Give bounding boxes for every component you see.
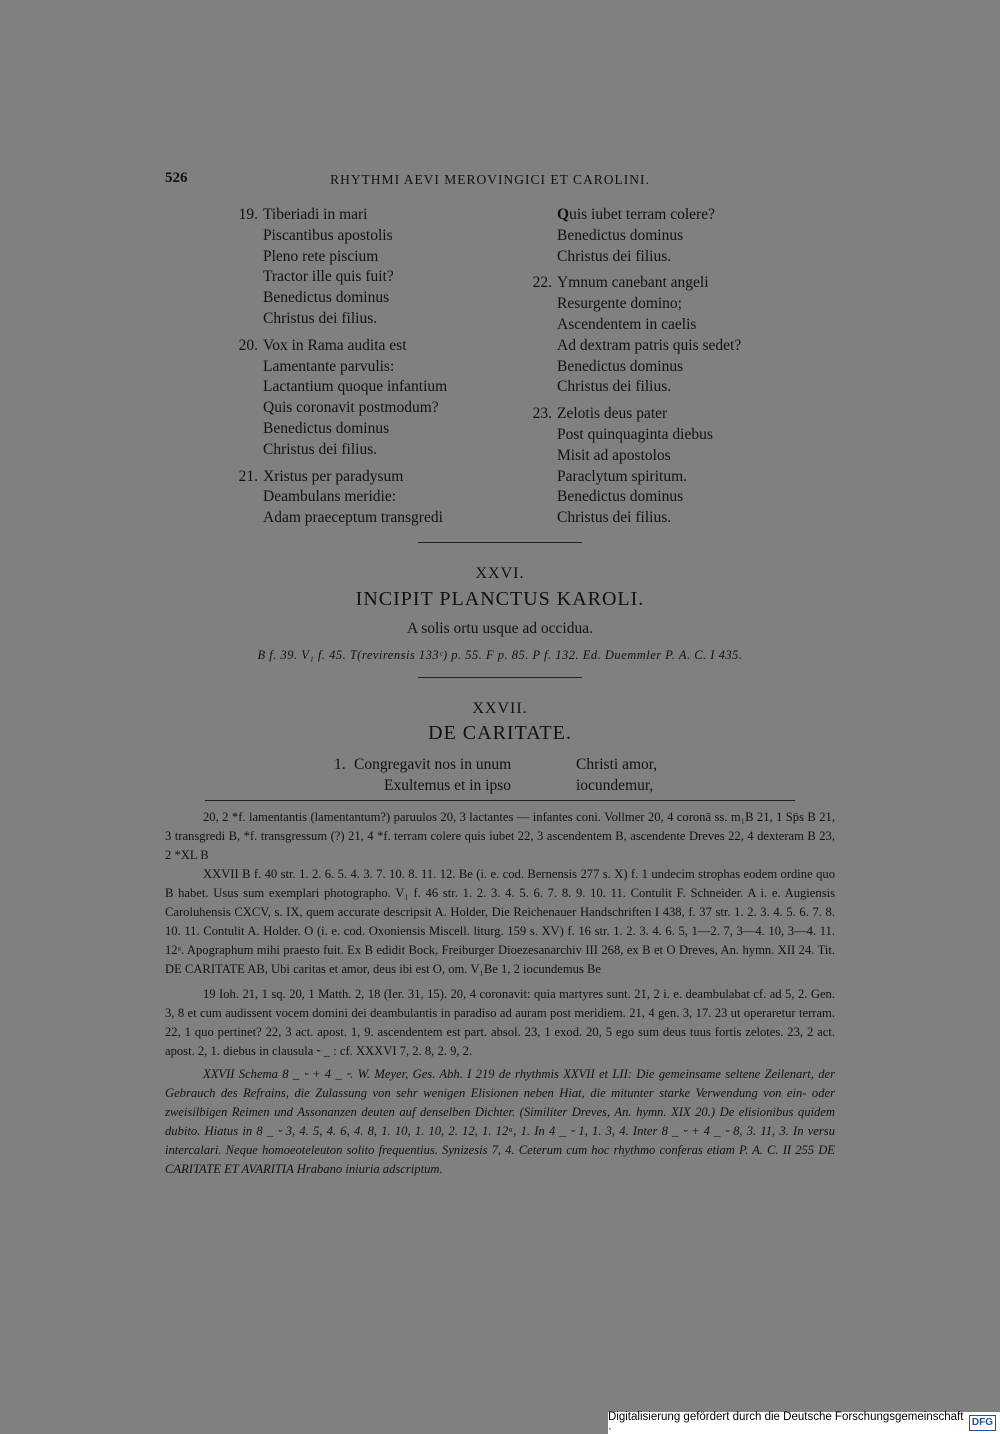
verse-line: Vox in Rama audita est bbox=[263, 336, 407, 354]
verse-line: Resurgente domino; bbox=[557, 295, 682, 313]
poem-stanza bbox=[238, 205, 523, 330]
verse-line: Benedictus dominus bbox=[263, 289, 390, 307]
verse-line: Tractor ille quis fuit? bbox=[263, 268, 394, 286]
verse-line: Quis coronavit postmodum? bbox=[263, 399, 439, 417]
verse-line: Xristus per paradysum bbox=[263, 467, 404, 485]
verse-line: Ad dextram patris quis sedet? bbox=[557, 336, 742, 354]
verse-line: Benedictus dominus bbox=[557, 357, 684, 375]
verse-line: Christus dei filius. bbox=[557, 247, 672, 265]
apparatus-note: XXVII B f. 40 str. 1. 2. 6. 5. 4. 3. 7. 10. 8. 11. 12. Be (i. e. cod. Bernensis 277 s. X) f. 1 undecim strophas eodem ordine quo B habet. Usus sum exemplari photographo. V₁ f. 46 str. 1. 2. 3. 4. 5. 6. 7. 8. 9. 10. 11. Contulit F. Schneider. A i. e. Augiensis Caroluhensis CXCV, s. IX, quem accurate descripsit A. Holder, Die Reichenauer Handschriften I 438, f. 37 str. 1. 2. 3. 4. 5. 6. 7. 8. 10. 11. Contulit A. Holder. O (i. e. cod. Oxoniensis Miscell. liturg. 159 s. XV) f. 16 str. 1. 2. 3. 4. 6. 5, 1—2. 7, 3—4. 10, 3—4. 11. 12ᵃ. Apographum mihi praesto fuit. Ex B edidit Bock, Freiburger Dioezesanarchiv III 268, ex B et O Dreves, An. hymn. XII 24. Tit. DE CARITATE AB, Ubi caritas et amor, deus ibi est O, om. V₁Be 1, 2 iocundemus Be bbox=[165, 867, 835, 976]
verse-line: Christus dei filius. bbox=[557, 509, 672, 527]
poem-stanza bbox=[334, 755, 694, 797]
verse-line: Christus dei filius. bbox=[557, 378, 672, 396]
apparatus-note: 20, 2 *f. lamentantis (lamentantum?) paruulos 20, 3 lactantes — infantes coni. Vollmer 20, 4 coronā ss. m₁B 21, 1 Sp̄s B 21, 3 transgredi B, *f. transgressum (?) 21, 4 *f. terram colere quis iubet 22, 3 ascendentem B, ascendente Dreves 22, 4 dexteram B 23, 2 *XL B bbox=[165, 810, 835, 862]
section-divider bbox=[418, 677, 582, 678]
commentary-note: XXVII Schema 8 _ ⏑ + 4 _ ⏑. W. Meyer, Ges. Abh. I 219 de rhythmis XXVII et LII: Die gemeinsame seltene Zeilenart, der Gebrauch des Refrains, die Zulassung von sehr wenigen Elisionen neben Hiat, die mitunter starke Verwendung von ein- oder zweisilbigen Reimen und Assonanzen deuten auf denselben Dichter. (Similiter Dreves, An. hymn. XIX 20.) De elisionibus quidem dubito. Hiatus in 8 _ ⏑ 3, 4. 5, 4. 6, 4. 8, 1. 10, 1. 10, 2. 12, 1. 12ᵃ, 1. In 4 _ ⏑ 1, 1. 3, 4. Inter 8 _ ⏑ + 4 _ ⏑ 8, 3. 11, 3. In versu intercalari. Neque homoeoteleuton solito frequentius. Synizesis 7, 4. Ceterum cum hoc rhythmo conferas etiam P. A. C. II 255 DE CARITATE ET AVARITIA Hrabano iniuria adscriptum. bbox=[165, 1067, 835, 1176]
incipit-line: A solis ortu usque ad occidua. bbox=[407, 620, 593, 637]
stanza-number: 22. bbox=[532, 274, 552, 292]
funding-text: Digitalisierung gefördert durch die Deutsche Forschungsgemeinschaft · bbox=[608, 1411, 964, 1434]
verse-line: Ymnum canebant angeli bbox=[557, 274, 709, 292]
poem-stanza bbox=[557, 205, 817, 267]
verse-line: Ascendentem in caelis bbox=[557, 315, 697, 333]
poem-stanza bbox=[238, 467, 523, 529]
verse-half: Congregavit nos in unum bbox=[354, 756, 512, 773]
verse-line: Quis iubet terram colere? bbox=[557, 206, 715, 223]
verse-line: Benedictus dominus bbox=[557, 488, 684, 506]
stanza-number: 20. bbox=[238, 336, 258, 354]
section-title: DE CARITATE. bbox=[428, 722, 572, 744]
verse-line: Paraclytum spiritum. bbox=[557, 467, 688, 485]
poem-stanza bbox=[238, 336, 523, 461]
verse-line: Zelotis deus pater bbox=[557, 405, 668, 423]
section-number: XXVI. bbox=[475, 565, 525, 582]
page-number: 526 bbox=[165, 170, 188, 186]
stanza-number: 21. bbox=[238, 467, 258, 485]
apparatus-rule bbox=[205, 800, 795, 801]
verse-half: iocundemur, bbox=[576, 777, 654, 794]
poem-column-right bbox=[532, 205, 817, 529]
verse-line: Christus dei filius. bbox=[263, 440, 378, 458]
verse-line: Lamentante parvulis: bbox=[263, 357, 395, 375]
stanza-number: 1. bbox=[334, 756, 346, 773]
verse-line: Benedictus dominus bbox=[263, 419, 390, 437]
poem-stanza bbox=[532, 273, 817, 398]
verse-line: Christus dei filius. bbox=[263, 309, 378, 327]
verse-line: Adam praeceptum transgredi bbox=[263, 509, 443, 527]
verse-line: Lactantium quoque infantium bbox=[263, 378, 448, 396]
verse-line: Post quinquaginta diebus bbox=[557, 425, 713, 443]
verse-half: Exultemus et in ipso bbox=[384, 777, 512, 794]
manuscript-sigla: B f. 39. V₁ f. 45. T(revirensis 133ᶜ) p. 55. F p. 85. P f. 132. Ed. Duemmler P. A. C. I 435. bbox=[257, 648, 743, 662]
critical-apparatus bbox=[165, 808, 835, 1179]
dfg-logo: DFG bbox=[969, 1415, 996, 1431]
section-divider bbox=[418, 542, 582, 543]
section-number: XXVII. bbox=[472, 700, 528, 717]
verse-line: Deambulans meridie: bbox=[263, 488, 396, 506]
verse-half: Christi amor, bbox=[576, 756, 658, 773]
verse-line: Tiberiadi in mari bbox=[263, 206, 368, 223]
source-note: 19 Ioh. 21, 1 sq. 20, 1 Matth. 2, 18 (Ier. 31, 15). 20, 4 coronavit: quia martyres sunt. 21, 2 i. e. deambulabat cf. ad 5, 2. Gen. 3, 8 et cum audissent vocem domini dei deambulantis in paradiso ad auram post meridiem. 21, 4 gen. 3, 17. 23 ut operaretur terram. 22, 1 quo pertinet? 22, 3 act. apost. 1, 9. ascendentem est part. absol. 23, 1 exod. 20, 5 ego sum deus tuus fortis zelotes. 23, 2 act. apost. 2, 1. diebus in clausula ⏑ _ : cf. XXXVI 7, 2. 8, 2. 9, 2. bbox=[165, 987, 835, 1058]
funding-footer bbox=[608, 1412, 1000, 1434]
verse-line: Pleno rete piscium bbox=[263, 247, 379, 265]
running-head: RHYTHMI AEVI MEROVINGICI ET CAROLINI. bbox=[330, 172, 650, 187]
poem-stanza bbox=[532, 404, 817, 529]
verse-line: Misit ad apostolos bbox=[557, 446, 671, 464]
verse-line: Piscantibus apostolis bbox=[263, 226, 393, 244]
stanza-number: 19. bbox=[238, 206, 258, 223]
section-title: INCIPIT PLANCTUS KAROLI. bbox=[355, 588, 645, 610]
verse-line: Benedictus dominus bbox=[557, 226, 684, 244]
poem-column-left bbox=[238, 205, 523, 529]
page-header bbox=[165, 170, 815, 192]
stanza-number: 23. bbox=[532, 405, 552, 423]
